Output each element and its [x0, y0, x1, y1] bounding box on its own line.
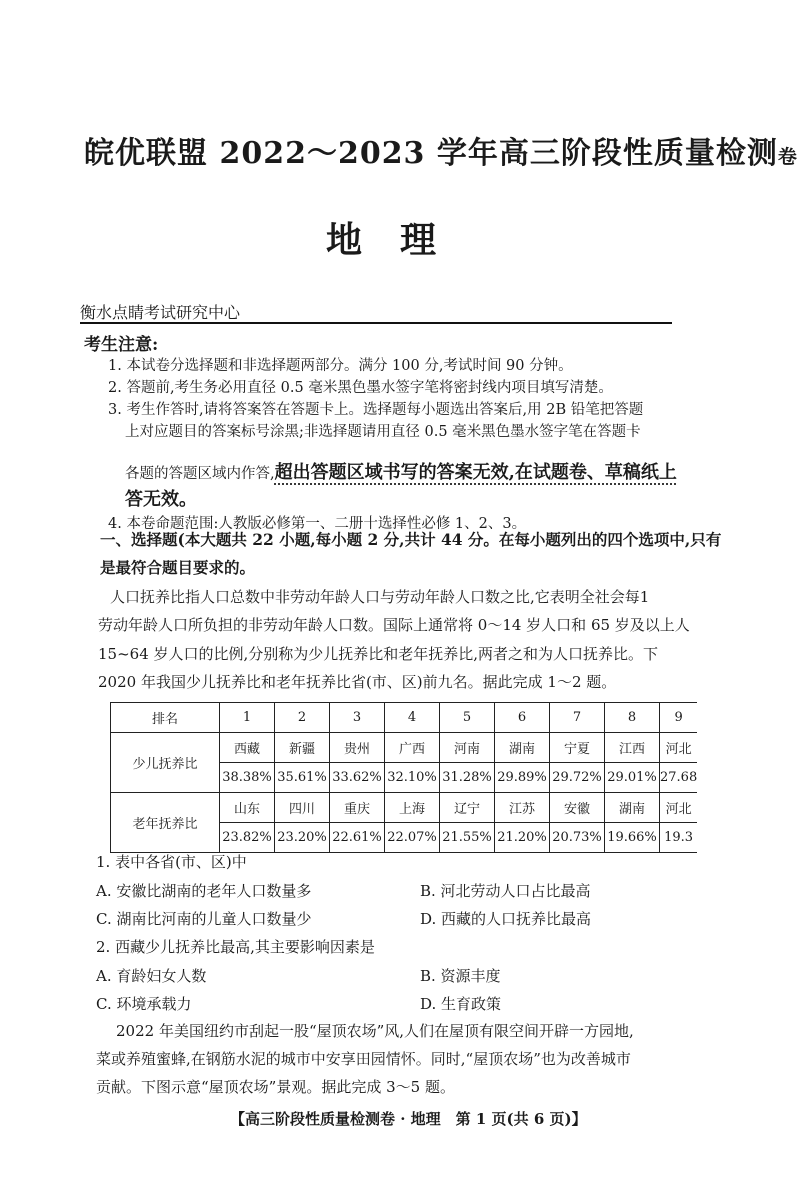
rank-cell: 3: [330, 703, 385, 733]
value-cell: 38.38%: [220, 763, 275, 793]
dependency-ratio-table: [110, 702, 697, 853]
passage2-line: 2022 年美国纽约市刮起一股“屋顶农场”风,人们在屋顶有限空间开辟一方园地,: [116, 1022, 634, 1040]
province-cell: 重庆: [330, 793, 385, 823]
question-2-stem: 2. 西藏少儿抚养比最高,其主要影响因素是: [96, 938, 375, 956]
province-cell: 新疆: [275, 733, 330, 763]
province-cell: 西藏: [220, 733, 275, 763]
passage2-line: 贡献。下图示意“屋顶农场”景观。据此完成 3～5 题。: [96, 1078, 455, 1096]
passage1-line: 2020 年我国少儿抚养比和老年抚养比省(市、区)前九名。据此完成 1～2 题。: [98, 673, 617, 691]
table-header-row: [111, 703, 698, 733]
value-cell: 32.10%: [385, 763, 440, 793]
province-cell: 河南: [440, 733, 495, 763]
province-cell: 山东: [220, 793, 275, 823]
province-cell: 湖南: [495, 733, 550, 763]
question-1-option-a[interactable]: A. 安徽比湖南的老年人口数量多: [96, 882, 312, 900]
header-divider: [80, 322, 672, 324]
value-cell: 35.61%: [275, 763, 330, 793]
rank-cell: 7: [550, 703, 605, 733]
value-cell: 29.89%: [495, 763, 550, 793]
question-2-option-a[interactable]: A. 育龄妇女人数: [96, 967, 207, 985]
rank-cell: 8: [605, 703, 660, 733]
province-cell: 河北: [660, 733, 698, 763]
notice-item-3-cont: 上对应题目的答案标号涂黑;非选择题请用直径 0.5 毫米黑色墨水签字笔在答题卡: [125, 424, 641, 440]
table-header-label: 排名: [111, 703, 220, 733]
value-cell: 29.72%: [550, 763, 605, 793]
question-2-option-b[interactable]: B. 资源丰度: [420, 967, 501, 985]
value-cell: 19.3: [660, 823, 698, 853]
province-cell: 贵州: [330, 733, 385, 763]
passage2-line: 菜或养殖蜜蜂,在钢筋水泥的城市中安享田园情怀。同时,“屋顶农场”也为改善城市: [96, 1050, 631, 1068]
rank-cell: 9: [660, 703, 698, 733]
page-footer: 【高三阶段性质量检测卷 · 地理 第 1 页(共 6 页)】: [230, 1110, 587, 1128]
section-heading-cont: 是最符合题目要求的。: [100, 558, 256, 577]
value-cell: 27.68: [660, 763, 698, 793]
value-cell: 33.62%: [330, 763, 385, 793]
value-cell: 29.01%: [605, 763, 660, 793]
rank-cell: 2: [275, 703, 330, 733]
notice-emphasis: 超出答题区域书写的答案无效,在试题卷、草稿纸上: [274, 462, 677, 483]
province-cell: 四川: [275, 793, 330, 823]
value-cell: 21.20%: [495, 823, 550, 853]
passage1-line: 15~64 岁人口的比例,分别称为少儿抚养比和老年抚养比,两者之和为人口抚养比。下: [98, 645, 659, 663]
value-cell: 20.73%: [550, 823, 605, 853]
exam-title: 皖优联盟 2022～2023 学年高三阶段性质量检测卷: [84, 136, 798, 171]
value-cell: 19.66%: [605, 823, 660, 853]
question-2-option-d[interactable]: D. 生育政策: [420, 995, 502, 1013]
row-label: 少儿抚养比: [111, 733, 220, 793]
table-row: [111, 793, 698, 823]
value-cell: 23.20%: [275, 823, 330, 853]
rank-cell: 5: [440, 703, 495, 733]
notice-item-1: 1. 本试卷分选择题和非选择题两部分。满分 100 分,考试时间 90 分钟。: [108, 358, 573, 374]
passage1-line: 人口抚养比指人口总数中非劳动年龄人口与劳动年龄人口数之比,它表明全社会每1: [110, 588, 650, 606]
notice-item-3-end: 各题的答题区域内作答,超出答题区域书写的答案无效,在试题卷、草稿纸上: [125, 462, 677, 483]
section-heading: 一、选择题(本大题共 22 小题,每小题 2 分,共计 44 分。在每小题列出的四个选项中,只有: [100, 530, 722, 549]
notice-item-4: 4. 本卷命题范围:人教版必修第一、二册十选择性必修 1、2、3。: [108, 516, 527, 532]
question-2-option-c[interactable]: C. 环境承载力: [96, 995, 192, 1013]
province-cell: 辽宁: [440, 793, 495, 823]
province-cell: 宁夏: [550, 733, 605, 763]
value-cell: 23.82%: [220, 823, 275, 853]
province-cell: 湖南: [605, 793, 660, 823]
notice-item-3-tail: 答无效。: [125, 489, 197, 510]
province-cell: 安徽: [550, 793, 605, 823]
passage1-line: 劳动年龄人口所负担的非劳动年龄人口数。国际上通常将 0～14 岁人口和 65 岁及以上人: [98, 616, 690, 634]
question-1-option-d[interactable]: D. 西藏的人口抚养比最高: [420, 910, 592, 928]
row-label: 老年抚养比: [111, 793, 220, 853]
question-1-option-c[interactable]: C. 湖南比河南的儿童人口数量少: [96, 910, 312, 928]
value-cell: 21.55%: [440, 823, 495, 853]
value-cell: 31.28%: [440, 763, 495, 793]
research-center: 衡水点睛考试研究中心: [80, 303, 241, 322]
value-cell: 22.61%: [330, 823, 385, 853]
rank-cell: 4: [385, 703, 440, 733]
notice-heading: 考生注意:: [84, 335, 159, 355]
province-cell: 江苏: [495, 793, 550, 823]
notice-item-3: 3. 考生作答时,请将答案答在答题卡上。选择题每小题选出答案后,用 2B 铅笔把答题: [108, 402, 644, 418]
subject-title: 地理: [326, 219, 475, 261]
value-cell: 22.07%: [385, 823, 440, 853]
province-cell: 广西: [385, 733, 440, 763]
province-cell: 河北: [660, 793, 698, 823]
question-1-option-b[interactable]: B. 河北劳动人口占比最高: [420, 882, 591, 900]
rank-cell: 6: [495, 703, 550, 733]
province-cell: 江西: [605, 733, 660, 763]
table-row: [111, 733, 698, 763]
province-cell: 上海: [385, 793, 440, 823]
notice-item-2: 2. 答题前,考生务必用直径 0.5 毫米黑色墨水签字笔将密封线内项目填写清楚。: [108, 380, 613, 396]
question-1-stem: 1. 表中各省(市、区)中: [96, 853, 247, 871]
rank-cell: 1: [220, 703, 275, 733]
